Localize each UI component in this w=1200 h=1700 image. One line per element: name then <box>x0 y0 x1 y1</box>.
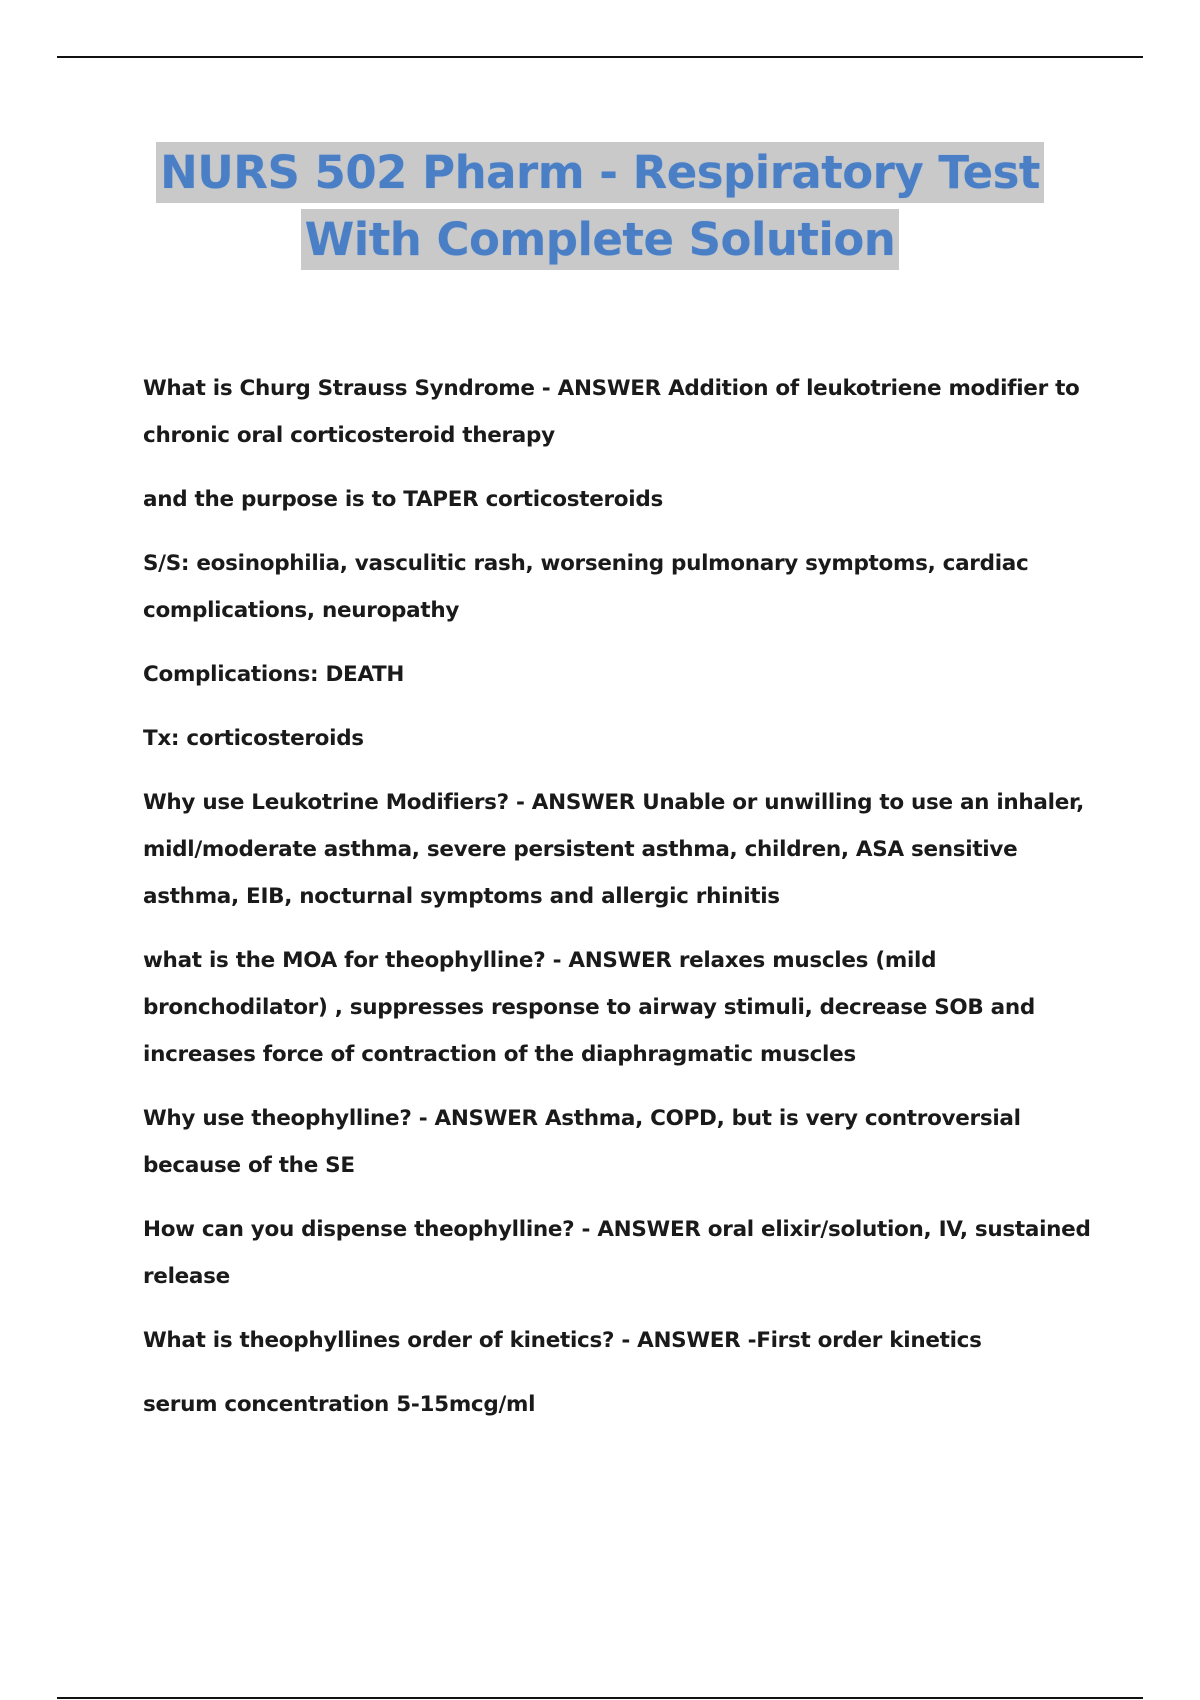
title-line-2: With Complete Solution <box>301 209 900 270</box>
paragraph-complications: Complications: DEATH <box>143 662 405 687</box>
paragraph-signs-symptoms: S/S: eosinophilia, vasculitic rash, worsening pulmonary symptoms, cardiac complications, neuropathy <box>143 551 1029 623</box>
paragraph-treatment: Tx: corticosteroids <box>143 726 364 751</box>
paragraph-theophylline-dispense: How can you dispense theophylline? - ANSWER oral elixir/solution, IV, sustained release <box>143 1217 1091 1289</box>
paragraph-theophylline-use: Why use theophylline? - ANSWER Asthma, COPD, but is very controversial because of the SE <box>143 1106 1021 1178</box>
title-line-1: NURS 502 Pharm - Respiratory Test <box>156 142 1044 203</box>
document-body <box>143 365 1093 1445</box>
paragraph-leukotriene-modifiers: Why use Leukotrine Modifiers? - ANSWER Unable or unwilling to use an inhaler, midl/moderate asthma, severe persistent asthma, children, ASA sensitive asthma, EIB, nocturnal symptoms and allergic rhinitis <box>143 790 1084 909</box>
paragraph-theophylline-kinetics: What is theophyllines order of kinetics? - ANSWER -First order kinetics <box>143 1328 982 1353</box>
paragraph-churg-strauss: What is Churg Strauss Syndrome - ANSWER Addition of leukotriene modifier to chronic oral corticosteroid therapy <box>143 376 1080 448</box>
top-rule <box>57 56 1143 58</box>
bottom-rule <box>57 1697 1143 1699</box>
paragraph-taper-purpose: and the purpose is to TAPER corticosteroids <box>143 487 663 512</box>
paragraph-serum-concentration: serum concentration 5-15mcg/ml <box>143 1392 536 1417</box>
paragraph-theophylline-moa: what is the MOA for theophylline? - ANSWER relaxes muscles (mild bronchodilator) , suppresses response to airway stimuli, decrease SOB and increases force of contraction of the diaphragmatic muscles <box>143 948 1035 1067</box>
document-title <box>0 142 1200 270</box>
